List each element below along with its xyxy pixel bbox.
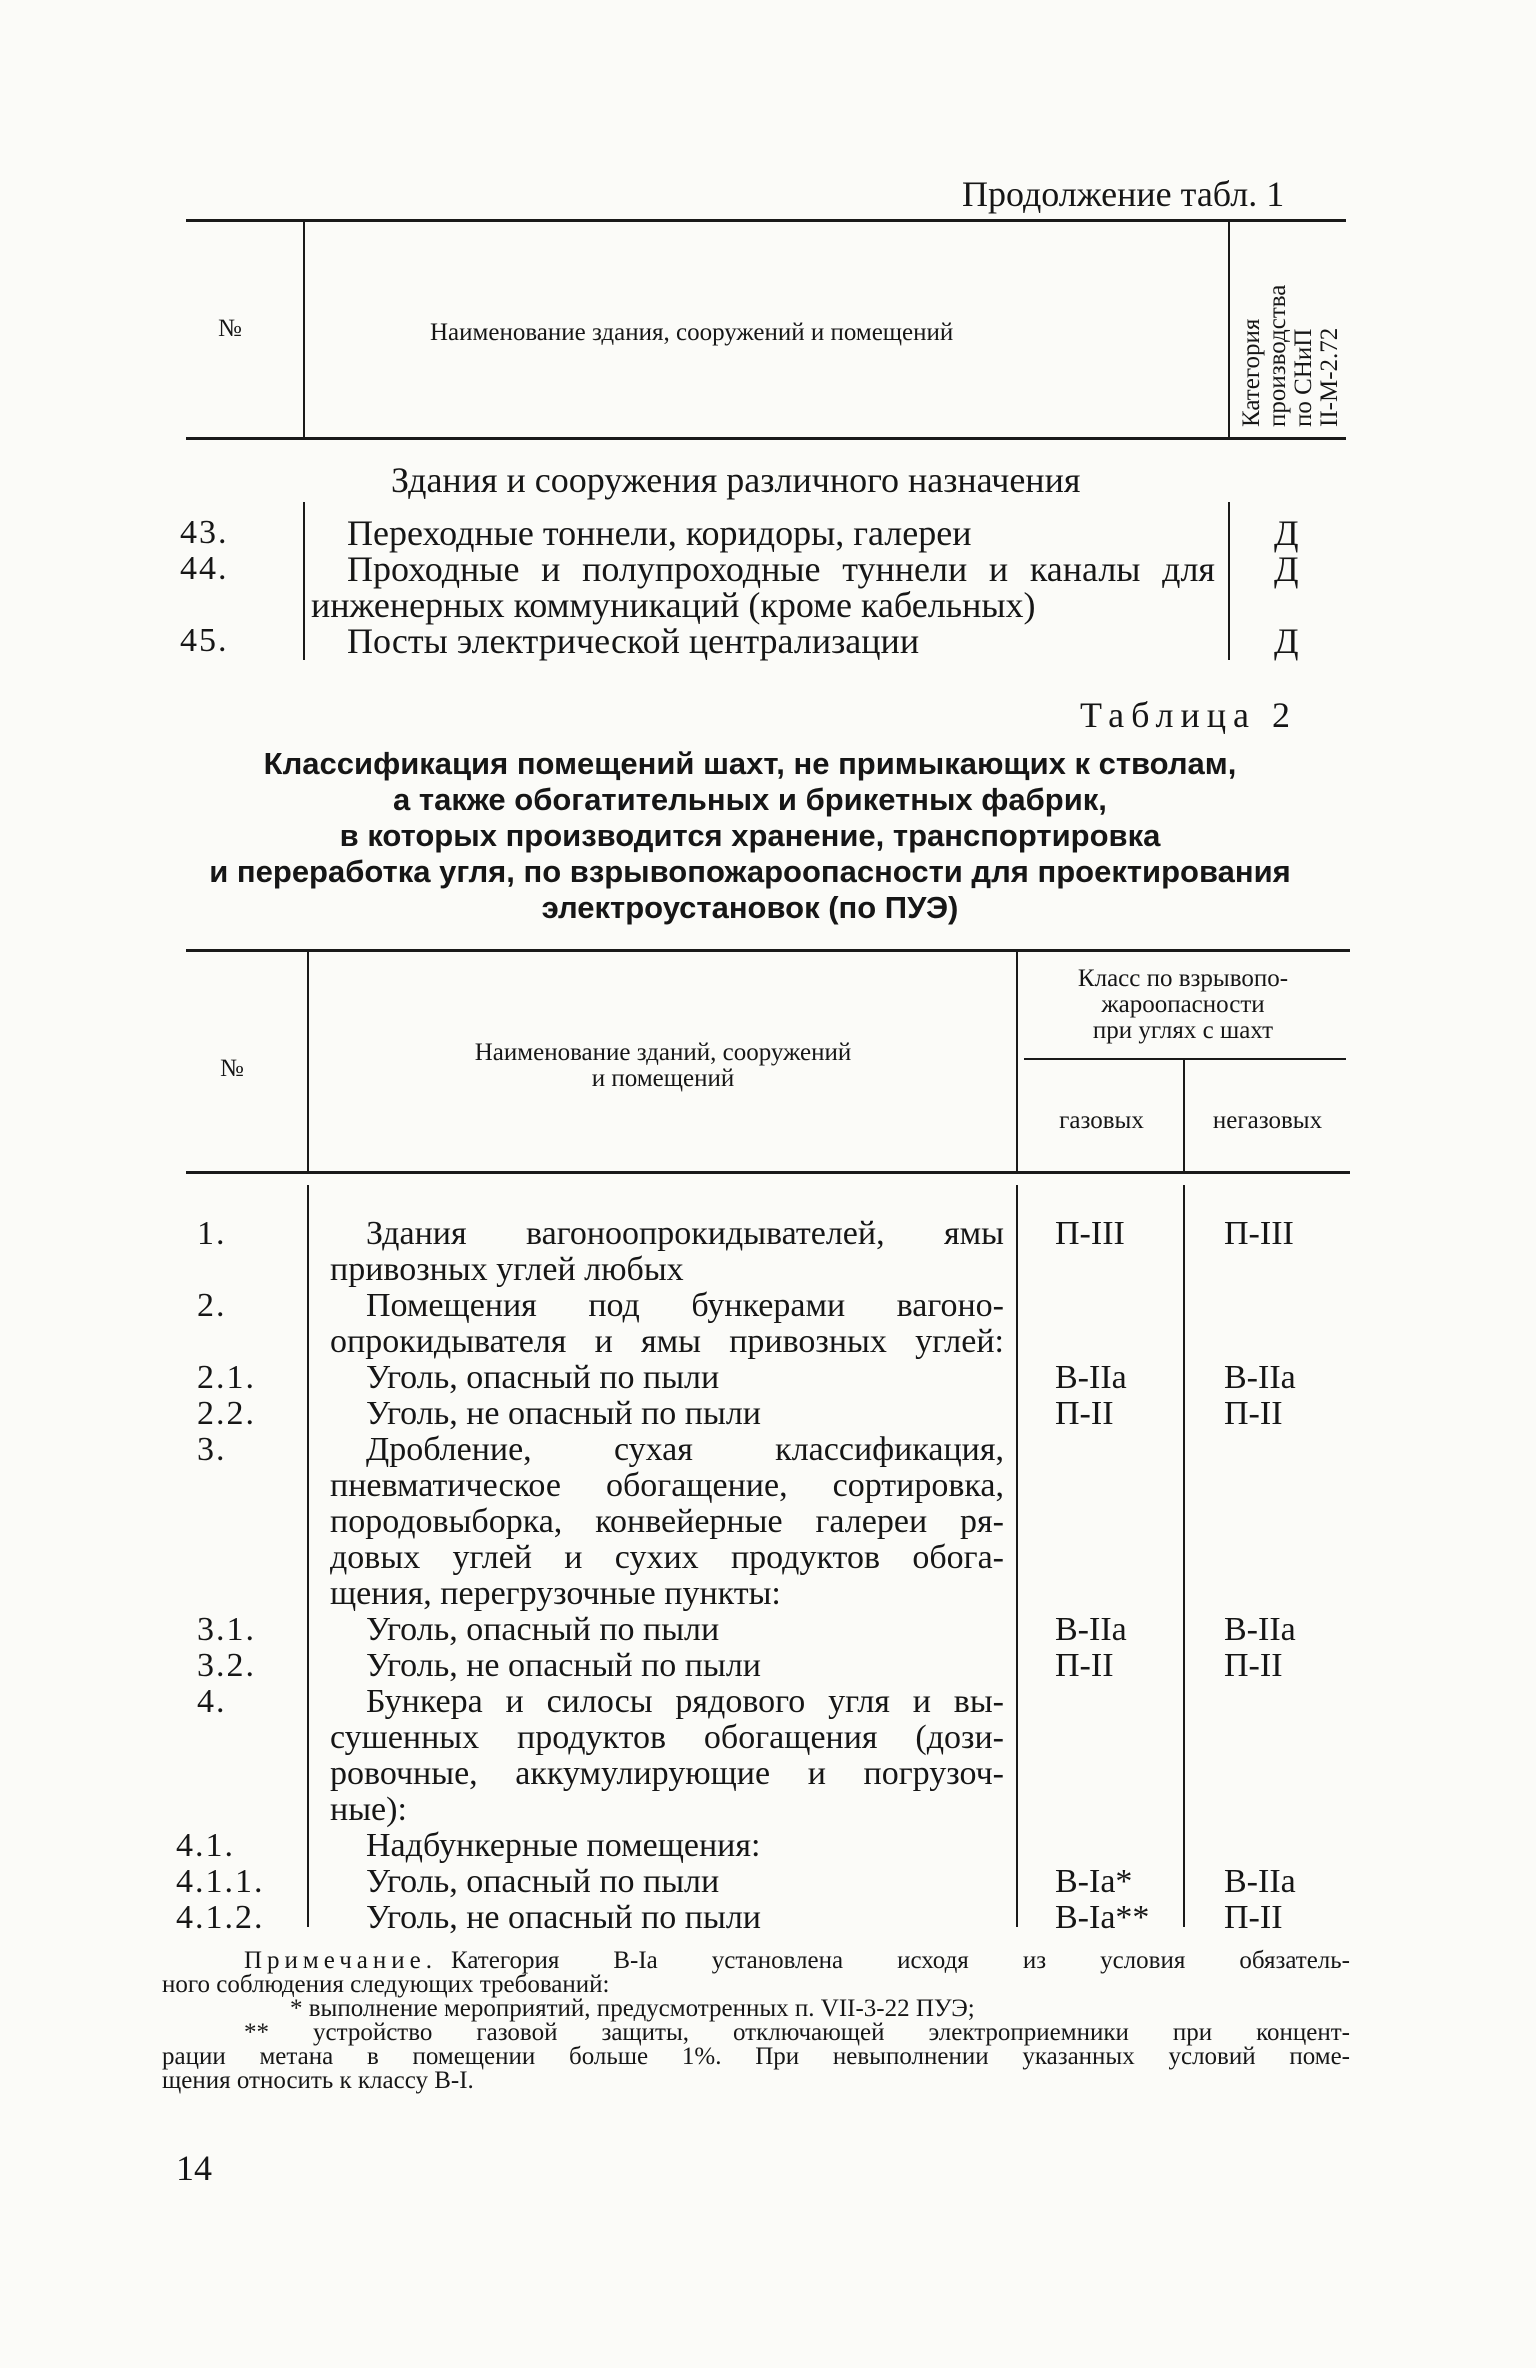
- table-1-header-name: Наименование здания, сооружений и помещений: [430, 319, 954, 346]
- table-1-body-divider: [303, 502, 305, 660]
- table-2-body-divider: [307, 1185, 309, 1927]
- row-category: Д: [1274, 513, 1299, 553]
- row-text: Уголь, не опасный по пыли: [366, 1395, 762, 1432]
- row-text: привозных углей любых: [330, 1251, 684, 1288]
- table-2-body-divider: [1016, 1185, 1018, 1927]
- row-text: Бункера и силосы рядового угля и вы-: [366, 1683, 1004, 1720]
- row-category: Д: [1274, 549, 1299, 589]
- row-number: 44.: [180, 550, 229, 587]
- row-class-gas: П-III: [1055, 1215, 1125, 1252]
- table-2-header-divider: [307, 951, 309, 1171]
- table-2-header-name: и помещений: [591, 1065, 735, 1092]
- table-2-body-divider: [1183, 1185, 1185, 1927]
- row-text: довых углей и сухих продуктов обога-: [330, 1539, 1004, 1576]
- row-number: 4.: [197, 1683, 227, 1720]
- table-2-subheader-rule: [1024, 1058, 1346, 1060]
- table-1-body-divider: [1228, 502, 1230, 660]
- class-line: Класс по взрывопо-: [1077, 965, 1289, 992]
- class-line: жароопасности: [1101, 991, 1265, 1018]
- note-line: ** устройство газовой защиты, отключающей электроприемники при концент-: [244, 2019, 1350, 2046]
- row-text: инженерных коммуникаций (кроме кабельных): [311, 585, 1036, 625]
- row-text: Дробление, сухая классификация,: [366, 1431, 1004, 1468]
- row-number: 43.: [180, 514, 229, 551]
- row-text: опрокидывателя и ямы привозных углей:: [330, 1323, 1004, 1360]
- row-class-nongas: П-II: [1224, 1647, 1283, 1684]
- table-2-top-rule: [186, 949, 1350, 952]
- category-line: Категория: [1238, 318, 1265, 427]
- category-line: по СНиП: [1290, 328, 1317, 427]
- table-1-top-rule: [186, 219, 1346, 222]
- row-number: 2.1.: [197, 1359, 256, 1396]
- table-2-header-nongas: негазовых: [1212, 1107, 1323, 1134]
- note-line: * выполнение мероприятий, предусмотренных п. VII-3-22 ПУЭ;: [290, 1995, 975, 2022]
- row-number: 3.: [197, 1431, 227, 1468]
- row-text: Переходные тоннели, коридоры, галереи: [347, 513, 972, 553]
- note-line: щения относить к классу В-I.: [162, 2067, 474, 2094]
- row-text: сушенных продуктов обогащения (дози-: [330, 1719, 1004, 1756]
- title-line: электроустановок (по ПУЭ): [541, 890, 959, 925]
- class-line: при углях с шахт: [1092, 1017, 1274, 1044]
- table-1-header-rule: [186, 437, 1346, 440]
- note-line: [244, 1949, 1350, 1973]
- row-text: породовыборка, конвейерные галереи ря-: [330, 1503, 1004, 1540]
- row-number: 4.1.: [176, 1827, 235, 1864]
- row-number: 2.2.: [197, 1395, 256, 1432]
- row-class-nongas: П-II: [1224, 1899, 1283, 1936]
- row-category: Д: [1274, 621, 1299, 661]
- note-text: Категория В-Iа установлена исходя из условия обязатель-: [451, 1947, 1350, 1974]
- title-line: а также обогатительных и брикетных фабрик,: [393, 782, 1107, 817]
- row-class-gas: В-Iа**: [1055, 1899, 1150, 1936]
- row-number: 3.1.: [197, 1611, 256, 1648]
- category-line: II-М-2.72: [1316, 327, 1343, 427]
- row-class-gas: В-IIа: [1055, 1359, 1127, 1396]
- title-line: и переработка угля, по взрывопожароопасности для проектирования: [209, 854, 1291, 889]
- row-text: Уголь, опасный по пыли: [366, 1359, 720, 1396]
- note-line: рации метана в помещении больше 1%. При невыполнении указанных условий поме-: [162, 2043, 1350, 2070]
- row-text: Уголь, не опасный по пыли: [366, 1647, 762, 1684]
- row-number: 3.2.: [197, 1647, 256, 1684]
- row-number: 45.: [180, 622, 229, 659]
- row-class-nongas: П-II: [1224, 1395, 1283, 1432]
- row-text: Посты электрической централизации: [347, 621, 920, 661]
- table-2-label: Таблица 2: [1080, 695, 1297, 735]
- row-text: пневматическое обогащение, сортировка,: [330, 1467, 1004, 1504]
- category-line: производства: [1264, 284, 1291, 427]
- row-class-nongas: В-IIа: [1224, 1863, 1296, 1900]
- table-2-header-gas: газовых: [1059, 1107, 1144, 1134]
- row-class-gas: П-II: [1055, 1395, 1114, 1432]
- title-line: Классификация помещений шахт, не примыкающих к стволам,: [263, 746, 1237, 781]
- table-1-section-title: Здания и сооружения различного назначения: [391, 460, 1081, 500]
- row-text: Проходные и полупроходные туннели и каналы для: [347, 549, 1215, 589]
- row-class-gas: В-Iа*: [1055, 1863, 1133, 1900]
- row-number: 2.: [197, 1287, 227, 1324]
- table-1-header-num: №: [218, 315, 242, 342]
- table-1-header-divider: [1228, 221, 1230, 437]
- row-number: 1.: [197, 1215, 227, 1252]
- row-text: Уголь, не опасный по пыли: [366, 1899, 762, 1936]
- table-2-header-num: №: [220, 1055, 244, 1082]
- row-class-gas: В-IIа: [1055, 1611, 1127, 1648]
- row-number: 4.1.2.: [176, 1899, 265, 1936]
- note-label: Примечание.: [244, 1947, 438, 1974]
- page-number: 14: [176, 2148, 212, 2188]
- note-line: ного соблюдения следующих требований:: [162, 1971, 610, 1998]
- table-1-header-divider: [303, 221, 305, 437]
- row-number: 4.1.1.: [176, 1863, 265, 1900]
- title-line: в которых производится хранение, транспортировка: [339, 818, 1161, 853]
- row-text: Надбункерные помещения:: [366, 1827, 761, 1864]
- row-class-nongas: П-III: [1224, 1215, 1294, 1252]
- table-2-header-rule: [186, 1171, 1350, 1174]
- table-2-header-name: Наименование зданий, сооружений: [474, 1039, 852, 1066]
- row-text: Уголь, опасный по пыли: [366, 1611, 720, 1648]
- continuation-label: Продолжение табл. 1: [962, 174, 1285, 214]
- table-2-header-divider: [1016, 951, 1018, 1171]
- row-class-nongas: В-IIа: [1224, 1359, 1296, 1396]
- row-text: ные):: [330, 1791, 407, 1828]
- row-text: Помещения под бункерами вагоно-: [366, 1287, 1004, 1324]
- row-text: Здания вагоноопрокидывателей, ямы: [366, 1215, 1004, 1252]
- row-text: Уголь, опасный по пыли: [366, 1863, 720, 1900]
- row-text: щения, перегрузочные пункты:: [330, 1575, 781, 1612]
- row-text: ровочные, аккумулирующие и погрузоч-: [330, 1755, 1004, 1792]
- row-class-nongas: В-IIа: [1224, 1611, 1296, 1648]
- row-class-gas: П-II: [1055, 1647, 1114, 1684]
